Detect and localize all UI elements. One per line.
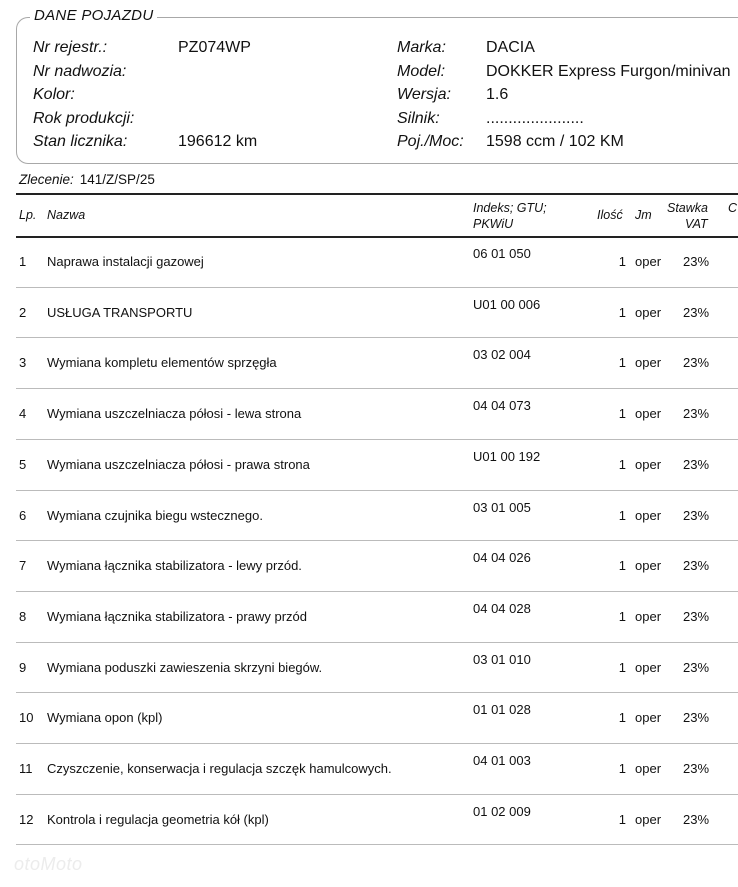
make-value: DACIA bbox=[486, 39, 535, 56]
row-lp: 10 bbox=[19, 710, 34, 726]
row-divider bbox=[16, 490, 738, 491]
row-divider bbox=[16, 337, 738, 338]
capacity-label: Poj./Moc: bbox=[397, 133, 464, 150]
row-lp: 12 bbox=[19, 811, 34, 827]
row-unit: oper bbox=[635, 659, 662, 675]
row-divider bbox=[16, 287, 738, 288]
row-lp: 1 bbox=[19, 254, 27, 269]
reg-value: PZ074WP bbox=[178, 39, 251, 56]
row-lp: 5 bbox=[19, 456, 27, 472]
header-lp: Lp. bbox=[19, 208, 37, 222]
model-label: Model: bbox=[397, 63, 446, 80]
row-divider bbox=[16, 540, 738, 541]
row-lp: 8 bbox=[19, 608, 27, 624]
row-lp: 7 bbox=[19, 558, 27, 574]
row-name: Wymiana poduszki zawieszenia skrzyni biegów. bbox=[47, 659, 323, 675]
row-qty: 1 bbox=[618, 710, 626, 726]
row-vat: 23% bbox=[683, 761, 710, 776]
row-index: 03 01 005 bbox=[473, 499, 531, 515]
row-index: 04 01 003 bbox=[473, 753, 531, 768]
header-vat-line2: VAT bbox=[685, 217, 708, 231]
row-vat: 23% bbox=[683, 710, 710, 726]
order-line bbox=[19, 172, 155, 187]
row-name: Naprawa instalacji gazowej bbox=[47, 254, 204, 269]
row-index: 04 04 028 bbox=[473, 600, 531, 616]
row-qty: 1 bbox=[618, 558, 626, 574]
table-header-rule bbox=[16, 236, 738, 238]
header-unit: Jm bbox=[635, 208, 652, 222]
row-qty: 1 bbox=[618, 659, 626, 675]
row-lp: 2 bbox=[19, 304, 27, 320]
row-vat: 23% bbox=[683, 608, 710, 624]
row-lp: 11 bbox=[19, 761, 33, 776]
row-divider bbox=[16, 591, 738, 592]
row-divider bbox=[16, 692, 738, 693]
row-qty: 1 bbox=[618, 456, 626, 472]
odometer-label: Stan licznika: bbox=[33, 133, 128, 150]
engine-value: ...................... bbox=[486, 110, 584, 127]
row-vat: 23% bbox=[683, 406, 710, 422]
row-vat: 23% bbox=[683, 355, 710, 371]
row-qty: 1 bbox=[618, 608, 626, 624]
row-qty: 1 bbox=[618, 254, 626, 269]
row-unit: oper bbox=[635, 254, 662, 269]
row-unit: oper bbox=[635, 558, 662, 574]
row-qty: 1 bbox=[618, 507, 626, 523]
header-extra: C bbox=[728, 201, 738, 215]
row-index: 06 01 050 bbox=[473, 246, 531, 261]
row-lp: 6 bbox=[19, 507, 27, 523]
row-name: Wymiana czujnika biegu wstecznego. bbox=[47, 507, 263, 523]
row-index: 04 04 026 bbox=[473, 550, 531, 566]
row-name: Wymiana opon (kpl) bbox=[47, 710, 163, 726]
row-divider bbox=[16, 844, 738, 845]
row-divider bbox=[16, 642, 738, 643]
row-name: Wymiana uszczelniacza półosi - lewa strona bbox=[47, 406, 302, 422]
row-lp: 3 bbox=[19, 355, 27, 371]
year-label: Rok produkcji: bbox=[33, 110, 135, 127]
row-vat: 23% bbox=[683, 304, 710, 320]
row-index: 03 02 004 bbox=[473, 347, 531, 363]
vehicle-data-legend: DANE POJAZDU bbox=[30, 7, 157, 24]
row-index: U01 00 006 bbox=[473, 296, 541, 312]
capacity-value: 1598 ccm / 102 KM bbox=[486, 133, 624, 150]
header-name: Nazwa bbox=[47, 208, 86, 222]
make-label: Marka: bbox=[397, 39, 446, 56]
row-vat: 23% bbox=[683, 456, 710, 472]
reg-label: Nr rejestr.: bbox=[33, 39, 108, 56]
watermark: otoMoto bbox=[14, 854, 83, 874]
row-vat: 23% bbox=[683, 811, 710, 827]
row-name: Czyszczenie, konserwacja i regulacja szczęk hamulcowych. bbox=[47, 761, 392, 776]
row-unit: oper bbox=[635, 507, 662, 523]
row-index: 03 01 010 bbox=[473, 651, 531, 667]
row-unit: oper bbox=[635, 710, 662, 726]
version-label: Wersja: bbox=[397, 86, 451, 103]
header-qty: Ilość bbox=[597, 208, 623, 222]
row-qty: 1 bbox=[618, 355, 626, 371]
row-index: 01 02 009 bbox=[473, 803, 531, 819]
color-label: Kolor: bbox=[33, 86, 75, 103]
row-unit: oper bbox=[635, 304, 662, 320]
row-name: Wymiana uszczelniacza półosi - prawa strona bbox=[47, 456, 310, 472]
row-index: U01 00 192 bbox=[473, 448, 541, 464]
row-unit: oper bbox=[635, 761, 662, 776]
row-divider bbox=[16, 388, 738, 389]
model-value: DOKKER Express Furgon/minivan bbox=[486, 63, 731, 80]
row-lp: 4 bbox=[19, 406, 27, 422]
row-qty: 1 bbox=[618, 406, 626, 422]
row-unit: oper bbox=[635, 456, 662, 472]
odometer-value: 196612 km bbox=[178, 133, 258, 150]
engine-label: Silnik: bbox=[397, 110, 440, 127]
vin-label: Nr nadwozia: bbox=[33, 63, 127, 80]
row-lp: 9 bbox=[19, 659, 27, 675]
header-index-line1: Indeks; GTU; bbox=[473, 201, 547, 215]
row-index: 01 01 028 bbox=[473, 702, 531, 718]
row-vat: 23% bbox=[683, 254, 710, 269]
row-qty: 1 bbox=[618, 811, 626, 827]
row-unit: oper bbox=[635, 406, 662, 422]
header-index-line2: PKWiU bbox=[473, 217, 514, 231]
row-vat: 23% bbox=[683, 558, 710, 574]
row-name: Wymiana łącznika stabilizatora - lewy przód. bbox=[47, 558, 302, 574]
row-unit: oper bbox=[635, 355, 662, 371]
row-divider bbox=[16, 439, 738, 440]
row-qty: 1 bbox=[618, 761, 626, 776]
table-top-rule bbox=[16, 193, 738, 195]
header-vat-line1: Stawka bbox=[667, 201, 708, 215]
row-name: Wymiana kompletu elementów sprzęgła bbox=[47, 355, 277, 371]
row-name: Kontrola i regulacja geometria kół (kpl) bbox=[47, 811, 269, 827]
row-name: Wymiana łącznika stabilizatora - prawy przód bbox=[47, 608, 307, 624]
row-qty: 1 bbox=[618, 304, 626, 320]
row-unit: oper bbox=[635, 608, 662, 624]
row-divider bbox=[16, 743, 738, 744]
row-unit: oper bbox=[635, 811, 662, 827]
version-value: 1.6 bbox=[486, 86, 509, 103]
row-vat: 23% bbox=[683, 659, 710, 675]
order-number: 141/Z/SP/25 bbox=[79, 172, 155, 187]
order-label: Zlecenie: bbox=[19, 172, 74, 187]
row-name: USŁUGA TRANSPORTU bbox=[47, 304, 193, 320]
row-index: 04 04 073 bbox=[473, 398, 531, 414]
row-vat: 23% bbox=[683, 507, 710, 523]
row-divider bbox=[16, 794, 738, 795]
